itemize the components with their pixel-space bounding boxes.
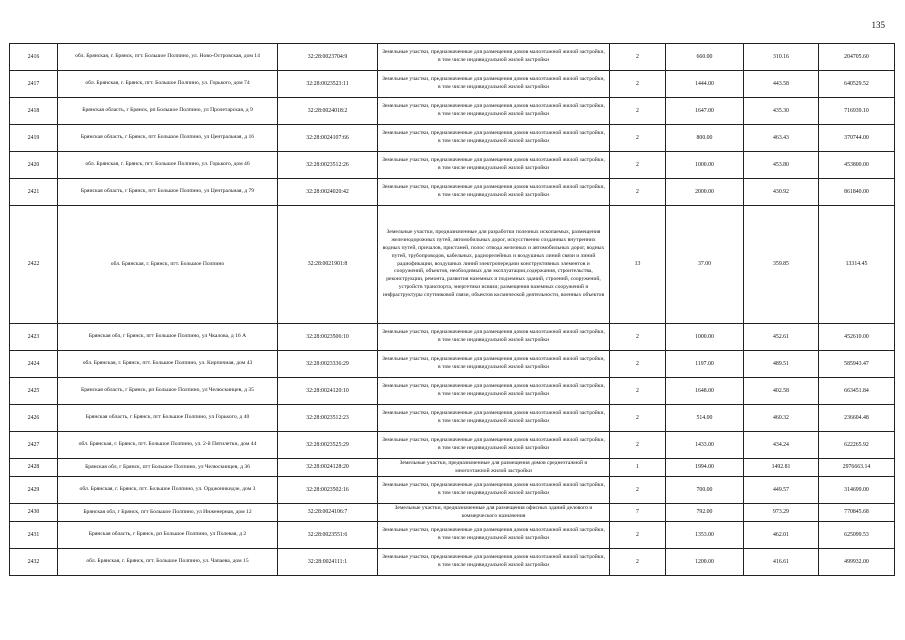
cell-specific-value: 310.16 (744, 44, 819, 71)
cell-cadastral-number: 32:28:0024020:42 (278, 179, 378, 206)
cell-row-number: 2424 (10, 351, 58, 378)
cell-area: 800.00 (666, 125, 744, 152)
cell-land-use: Земельные участки, предназначенные для размещения домов малоэтажной жилой застройки, в том числе индивидуальной жилой застройки (378, 432, 610, 459)
table-row (10, 98, 895, 125)
cell-row-number: 2426 (10, 405, 58, 432)
cell-cadastral-value: 453800.00 (819, 152, 895, 179)
cell-address: Брянская область, г Брянск, рп Большое Полпино, ул Полевая, д 2 (58, 522, 278, 549)
cell-row-number: 2418 (10, 98, 58, 125)
cell-cadastral-number: 32:28:0023523:11 (278, 71, 378, 98)
cell-area: 660.00 (666, 44, 744, 71)
cell-cadastral-number: 32:28:0023525:29 (278, 432, 378, 459)
cell-cadastral-number: 32:28:0024128:20 (278, 459, 378, 477)
cell-land-use: Земельные участки, предназначенные для размещения домов малоэтажной жилой застройки, в том числе индивидуальной жилой застройки (378, 522, 610, 549)
cell-land-use: Земельные участки, предназначенные для размещения домов малоэтажной жилой застройки, в том числе индивидуальной жилой застройки (378, 324, 610, 351)
cell-address: обл. Брянская, г. Брянск, пгт. Большое Полпино, ул. 2-й Пятилетки, дом 44 (58, 432, 278, 459)
cell-group: 2 (610, 549, 666, 576)
cell-land-use: Земельные участки, предназначенные для размещения домов малоэтажной жилой застройки, в том числе индивидуальной жилой застройки (378, 351, 610, 378)
cell-specific-value: 463.43 (744, 125, 819, 152)
cell-cadastral-number: 32:28:0021901:8 (278, 206, 378, 324)
cell-address: Брянская область, г Брянск, рп Большое Полпино, ул Пролетарская, д 9 (58, 98, 278, 125)
cell-row-number: 2419 (10, 125, 58, 152)
cell-cadastral-value: 204705.60 (819, 44, 895, 71)
cell-land-use: Земельные участки, предназначенные для размещения домов малоэтажной жилой застройки, в том числе индивидуальной жилой застройки (378, 98, 610, 125)
cell-address: обл. Брянская, г. Брянск, пгт. Большое Полпино, ул. Чапаева, дом 15 (58, 549, 278, 576)
cell-group: 2 (610, 477, 666, 504)
cell-cadastral-value: 236604.48 (819, 405, 895, 432)
cell-area: 1647.00 (666, 98, 744, 125)
cell-group: 2 (610, 522, 666, 549)
cell-address: Брянская область, г Брянск, пгт Большое Полпино, ул Горького, д 40 (58, 405, 278, 432)
table-row (10, 206, 895, 324)
cell-group: 2 (610, 432, 666, 459)
cell-area: 1353.00 (666, 522, 744, 549)
cell-land-use: Земельные участки, предназначенные для размещения домов малоэтажной жилой застройки, в том числе индивидуальной жилой застройки (378, 125, 610, 152)
cell-cadastral-number: 32:28:0023512:23 (278, 405, 378, 432)
cell-land-use: Земельные участки, предназначенные для разработки полезных ископаемых, размещения железнодорожных путей, автомобильных дорог, искусственно созданных внутренних водных путей, причалов, пристаней, полос отвода железных и автомобильных дорог, водных путей, трубопроводов, кабельных, радиорелейных и воздушных линий связи и линий радиофикации, воздушных линий электропередачи конструктивных элементов и сооружений, объектов, необходимых для эксплуатации,содержания, строительства, реконструкции, ремонта, развития наземных и подземных зданий, строений, сооружений, устройств транспорта, энергетики исвязи; размещения наземных сооружений и инфраструктуры спутниковой связи, объектов космической деятельности, военных объектов (378, 206, 610, 324)
cell-cadastral-value: 770845.68 (819, 504, 895, 522)
cell-cadastral-value: 716939.10 (819, 98, 895, 125)
cell-group: 2 (610, 179, 666, 206)
cell-cadastral-value: 370744.00 (819, 125, 895, 152)
cell-specific-value: 443.58 (744, 71, 819, 98)
cell-area: 1444.00 (666, 71, 744, 98)
cell-cadastral-value: 13314.45 (819, 206, 895, 324)
cell-group: 2 (610, 324, 666, 351)
cell-address: Брянская область, г Брянск, рп Большое Полпино, ул Челюскинцев, д 35 (58, 378, 278, 405)
cell-cadastral-value: 314699.00 (819, 477, 895, 504)
cell-land-use: Земельные участки, предназначенные для размещения домов малоэтажной жилой застройки, в том числе индивидуальной жилой застройки (378, 179, 610, 206)
table-row (10, 179, 895, 206)
cell-land-use: Земельные участки, предназначенные для размещения домов малоэтажной жилой застройки, в том числе индивидуальной жилой застройки (378, 44, 610, 71)
cell-address: обл. Брянская, г. Брянск, пгт. Большое Полпино, ул. Горького, дом 74 (58, 71, 278, 98)
cell-row-number: 2423 (10, 324, 58, 351)
cell-cadastral-number: 32:28:0023551:6 (278, 522, 378, 549)
table-row (10, 125, 895, 152)
cell-area: 1197.00 (666, 351, 744, 378)
table-row (10, 351, 895, 378)
table-row (10, 549, 895, 576)
table-body (10, 44, 895, 576)
cell-specific-value: 434.24 (744, 432, 819, 459)
cell-address: Брянская область, г Брянск, пгт Большое Полпино, ул Центральная, д 16 (58, 125, 278, 152)
cell-specific-value: 359.85 (744, 206, 819, 324)
cell-land-use: Земельные участки, предназначенные для размещения домов малоэтажной жилой застройки, в том числе индивидуальной жилой застройки (378, 152, 610, 179)
cell-land-use: Земельные участки, предназначенные для размещения домов среднеэтажной и многоэтажной жилой застройки (378, 459, 610, 477)
cell-specific-value: 435.30 (744, 98, 819, 125)
cell-group: 2 (610, 44, 666, 71)
cell-row-number: 2416 (10, 44, 58, 71)
cell-land-use: Земельные участки, предназначенные для размещения домов малоэтажной жилой застройки, в том числе индивидуальной жилой застройки (378, 549, 610, 576)
cell-area: 1000.00 (666, 152, 744, 179)
cell-address: обл. Брянская, г. Брянск, пгт. Большое Полпино, ул. Горького, дом 46 (58, 152, 278, 179)
table-row (10, 405, 895, 432)
cell-specific-value: 460.32 (744, 405, 819, 432)
cell-specific-value: 430.92 (744, 179, 819, 206)
cell-cadastral-number: 32:28:0024018:2 (278, 98, 378, 125)
cell-area: 792.00 (666, 504, 744, 522)
cell-address: Брянская область, г Брянск, пгт Большое Полпино, ул Центральная, д 79 (58, 179, 278, 206)
cell-cadastral-number: 32:28:0023506:10 (278, 324, 378, 351)
cell-cadastral-value: 861840.00 (819, 179, 895, 206)
cell-row-number: 2425 (10, 378, 58, 405)
cadastral-value-table-wrap (9, 43, 895, 576)
cell-row-number: 2431 (10, 522, 58, 549)
cell-land-use: Земельные участки, предназначенные для размещения домов малоэтажной жилой застройки, в том числе индивидуальной жилой застройки (378, 477, 610, 504)
cell-address: обл. Брянская, г. Брянск, пгт. Большое Полпино, ул. Орджоникидзе, дом 3 (58, 477, 278, 504)
cell-cadastral-number: 32:28:0024120:10 (278, 378, 378, 405)
cadastral-value-table (9, 43, 895, 576)
cell-specific-value: 973.29 (744, 504, 819, 522)
cell-cadastral-value: 499932.00 (819, 549, 895, 576)
table-row (10, 44, 895, 71)
cell-cadastral-value: 625099.53 (819, 522, 895, 549)
cell-cadastral-number: 32:28:0024107:66 (278, 125, 378, 152)
cell-specific-value: 462.01 (744, 522, 819, 549)
cell-cadastral-number: 32:28:0023704:9 (278, 44, 378, 71)
cell-land-use: Земельные участки, предназначенные для размещения домов малоэтажной жилой застройки, в том числе индивидуальной жилой застройки (378, 71, 610, 98)
cell-land-use: Земельные участки, предназначенные для размещения офисных зданий делового и коммерческого назначения (378, 504, 610, 522)
cell-group: 2 (610, 98, 666, 125)
page-number: 135 (871, 20, 885, 30)
cell-cadastral-value: 622265.92 (819, 432, 895, 459)
cell-group: 2 (610, 152, 666, 179)
cell-row-number: 2420 (10, 152, 58, 179)
table-row (10, 324, 895, 351)
table-row (10, 477, 895, 504)
table-row (10, 432, 895, 459)
table-row (10, 152, 895, 179)
cell-address: Брянская обл, г Брянск, пгт Большое Полпино, ул Челюскинцев, д 36 (58, 459, 278, 477)
cell-cadastral-value: 663451.84 (819, 378, 895, 405)
cell-area: 2000.00 (666, 179, 744, 206)
cell-address: Брянская обл, г Брянск, пгт Большое Полпино, ул Чкалова, д 16 А (58, 324, 278, 351)
cell-row-number: 2427 (10, 432, 58, 459)
cell-cadastral-value: 585943.47 (819, 351, 895, 378)
cell-row-number: 2428 (10, 459, 58, 477)
cell-group: 2 (610, 378, 666, 405)
cell-group: 2 (610, 351, 666, 378)
cell-land-use: Земельные участки, предназначенные для размещения домов малоэтажной жилой застройки, в том числе индивидуальной жилой застройки (378, 405, 610, 432)
cell-specific-value: 402.58 (744, 378, 819, 405)
cell-group: 2 (610, 125, 666, 152)
cell-land-use: Земельные участки, предназначенные для размещения домов малоэтажной жилой застройки, в том числе индивидуальной жилой застройки (378, 378, 610, 405)
cell-row-number: 2422 (10, 206, 58, 324)
cell-cadastral-value: 2976663.14 (819, 459, 895, 477)
cell-specific-value: 416.61 (744, 549, 819, 576)
cell-cadastral-number: 32:28:0024111:1 (278, 549, 378, 576)
cell-group: 1 (610, 459, 666, 477)
table-row (10, 378, 895, 405)
cell-group: 2 (610, 71, 666, 98)
cell-address: обл. Брянская, г. Брянск, пгт. Большое Полпино, ул. Ново-Островская, дом 14 (58, 44, 278, 71)
cell-row-number: 2429 (10, 477, 58, 504)
cell-specific-value: 452.61 (744, 324, 819, 351)
cell-area: 1648.00 (666, 378, 744, 405)
cell-cadastral-number: 32:28:0023502:16 (278, 477, 378, 504)
cell-cadastral-number: 32:28:0023512:26 (278, 152, 378, 179)
table-row (10, 522, 895, 549)
cell-address: обл. Брянская, г. Брянск, пгт. Большое Полпино, ул. Кирпичная, дом 43 (58, 351, 278, 378)
cell-address: обл. Брянская, г. Брянск, пгт. Большое Полпино (58, 206, 278, 324)
cell-cadastral-value: 640529.52 (819, 71, 895, 98)
cell-cadastral-number: 32:28:0024106:7 (278, 504, 378, 522)
cell-row-number: 2421 (10, 179, 58, 206)
cell-specific-value: 1492.81 (744, 459, 819, 477)
cell-area: 1000.00 (666, 324, 744, 351)
table-row (10, 459, 895, 477)
cell-row-number: 2430 (10, 504, 58, 522)
cell-area: 37.00 (666, 206, 744, 324)
table-row (10, 504, 895, 522)
cell-cadastral-number: 32:28:0023336:29 (278, 351, 378, 378)
cell-group: 2 (610, 405, 666, 432)
cell-specific-value: 449.57 (744, 477, 819, 504)
cell-group: 13 (610, 206, 666, 324)
cell-row-number: 2417 (10, 71, 58, 98)
cell-address: Брянская обл, г Брянск, пгт Большое Полпино, ул Инженерная, дом 12 (58, 504, 278, 522)
cell-area: 700.00 (666, 477, 744, 504)
cell-area: 514.00 (666, 405, 744, 432)
cell-area: 1200.00 (666, 549, 744, 576)
cell-area: 1994.00 (666, 459, 744, 477)
cell-specific-value: 489.51 (744, 351, 819, 378)
cell-group: 7 (610, 504, 666, 522)
cell-row-number: 2432 (10, 549, 58, 576)
cell-cadastral-value: 452610.00 (819, 324, 895, 351)
cell-specific-value: 453.80 (744, 152, 819, 179)
table-row (10, 71, 895, 98)
cell-area: 1433.00 (666, 432, 744, 459)
